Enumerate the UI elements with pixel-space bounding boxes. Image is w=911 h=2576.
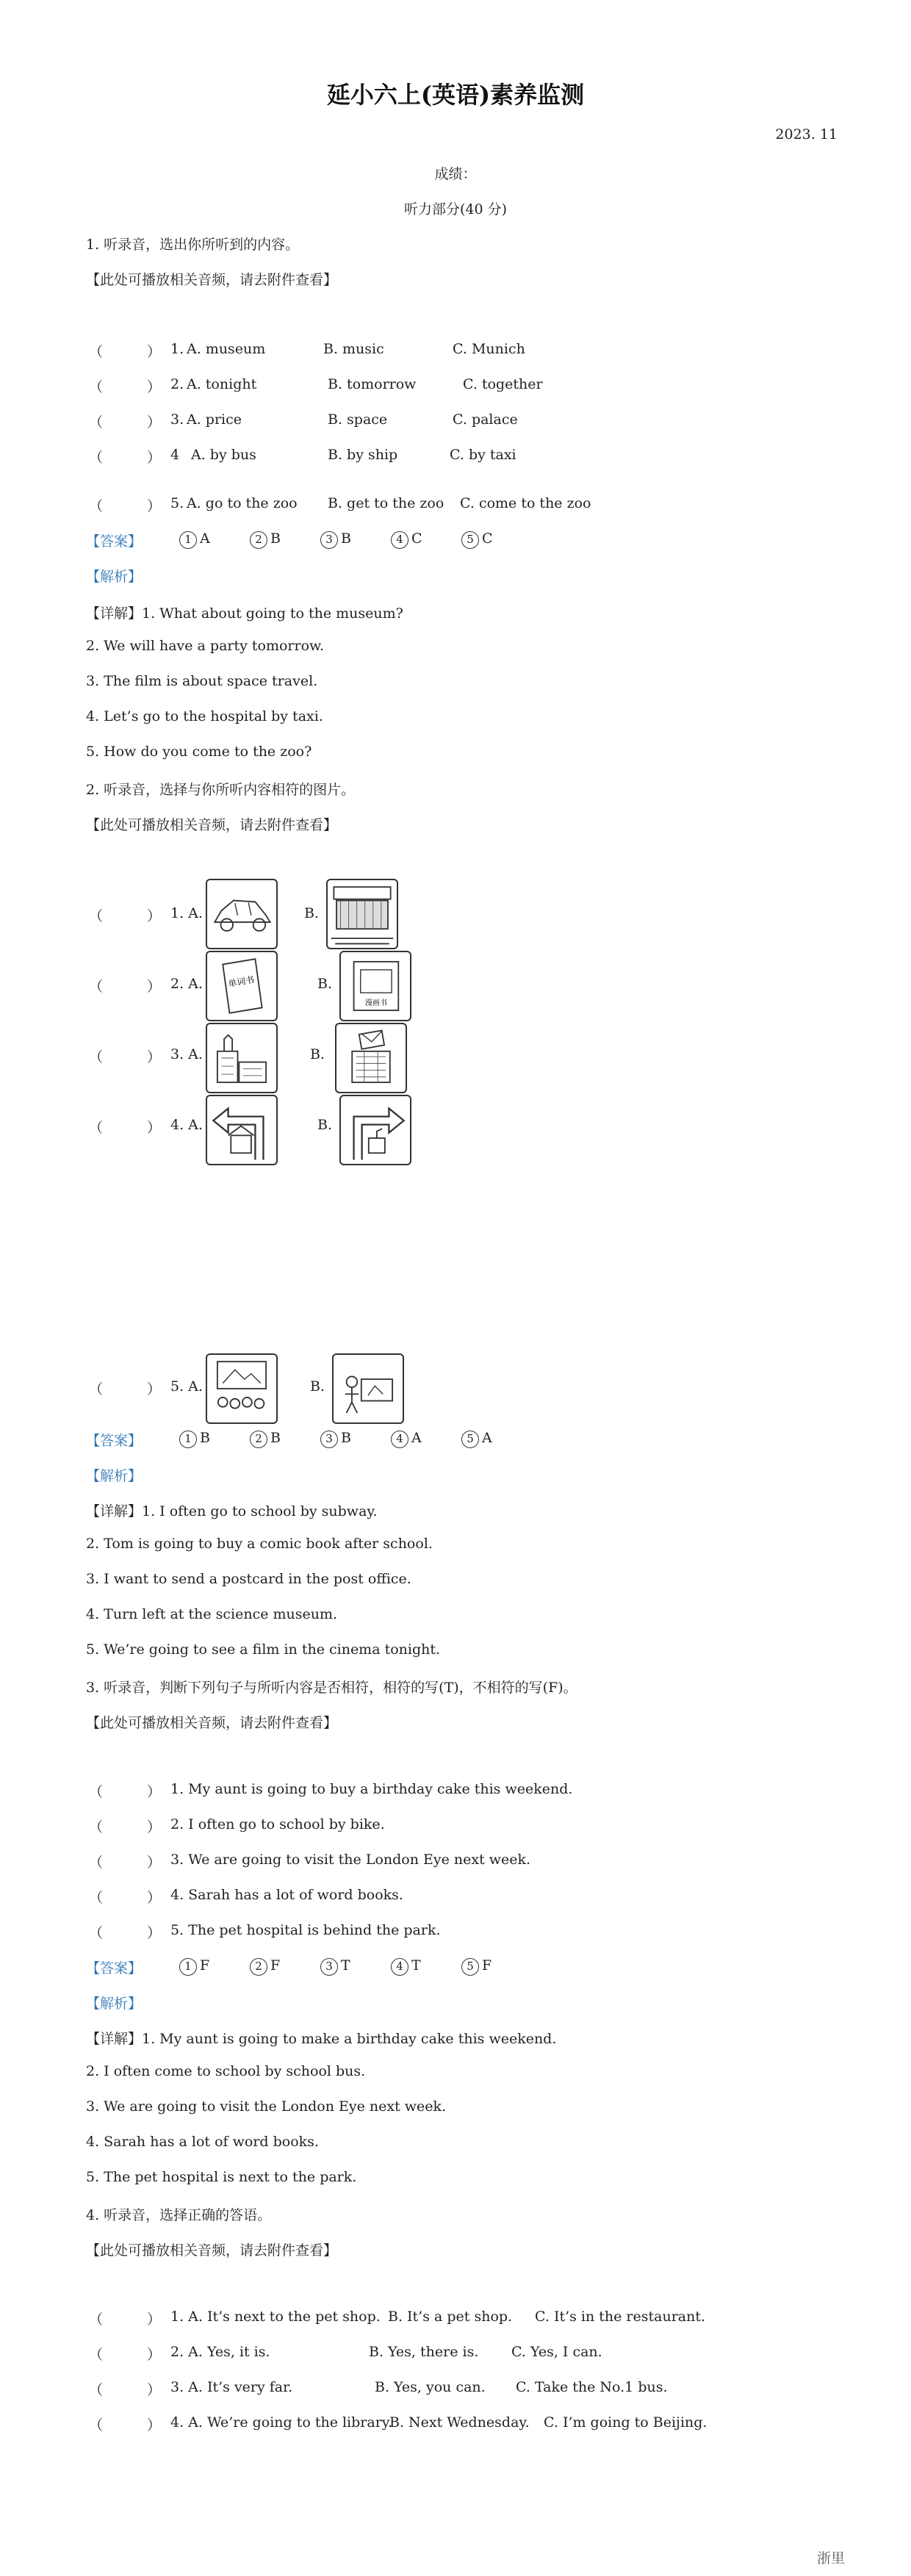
picture-option-b-label: B.: [317, 1117, 333, 1133]
answer-2: 2 B: [250, 1430, 281, 1448]
answer-3: 3 B: [320, 530, 351, 549]
answer-paren-open: （: [89, 2347, 104, 2363]
book-icon: [207, 952, 276, 1020]
option-a: A. tonight: [187, 376, 257, 392]
answer-paren-open: （: [89, 379, 104, 395]
option-a: A. museum: [187, 341, 266, 357]
option-b: B. by ship: [328, 447, 398, 463]
answer-paren-open: （: [89, 979, 104, 995]
option-c: C. Yes, I can.: [511, 2344, 602, 2360]
post-office-icon: [336, 1024, 406, 1092]
option-b: B. space: [328, 411, 388, 428]
picture-option-b-label: B.: [304, 905, 320, 921]
option-b: B. It’s a pet shop.: [388, 2309, 513, 2325]
page-title: 延小六上(英语)素养监测: [326, 81, 585, 109]
option-b: B. Yes, you can.: [375, 2379, 486, 2395]
answer-paren-close: ）: [147, 908, 162, 924]
answer-label-1: 【答案】: [86, 533, 143, 550]
answer-label-3: 【答案】: [86, 1960, 143, 1976]
detail-line: 5. We’re going to see a film in the cinema tonight.: [86, 1641, 441, 1658]
answer-paren-open: （: [89, 450, 104, 466]
answer-circle-2: 2: [250, 1958, 267, 1976]
detail-line: 2. I often come to school by school bus.: [86, 2063, 366, 2079]
answer-4: 4 A: [391, 1430, 422, 1448]
option-c: C. It’s in the restaurant.: [535, 2309, 706, 2325]
option-c: C. Take the No.1 bus.: [516, 2379, 668, 2395]
answer-1: 1 F: [179, 1957, 209, 1976]
analysis-label-3: 【解析】: [86, 1996, 143, 2012]
answer-paren-close: ）: [147, 1049, 162, 1065]
answer-paren-close: ）: [147, 450, 162, 466]
question-number: 1.: [170, 341, 184, 357]
statement: 2. I often go to school by bike.: [170, 1816, 385, 1832]
option-a: 4. A. We’re going to the library.: [170, 2414, 393, 2431]
part-label: 听力部分(40 分): [403, 201, 508, 217]
audio-note-3[interactable]: 【此处可播放相关音频，请去附件查看】: [86, 1715, 338, 1731]
answer-circle-5: 5: [461, 1431, 479, 1448]
answer-3: 3 B: [320, 1430, 351, 1448]
answer-3: 3 T: [320, 1957, 350, 1976]
answer-paren-open: （: [89, 1854, 104, 1871]
detail-line: 4. Sarah has a lot of word books.: [86, 2134, 319, 2150]
turn-right-arrow-icon: [341, 1096, 410, 1164]
answer-paren-close: ）: [147, 1925, 162, 1941]
detail-line: 5. The pet hospital is next to the park.: [86, 2169, 357, 2185]
answer-paren-close: ）: [147, 1120, 162, 1136]
answer-circle-1: 1: [179, 531, 197, 549]
question-number: 3.: [170, 411, 184, 428]
exam-date: 2023. 11: [775, 126, 838, 143]
answer-paren-open: （: [89, 498, 104, 514]
audio-note-2[interactable]: 【此处可播放相关音频，请去附件查看】: [86, 817, 338, 833]
footer-text: 浙里: [816, 2550, 845, 2566]
option-c: C. I’m going to Beijing.: [544, 2414, 707, 2431]
answer-paren-close: ）: [147, 1784, 162, 1800]
question-number: 4: [170, 447, 180, 463]
option-a: 1. A. It’s next to the pet shop.: [170, 2309, 381, 2325]
answer-paren-open: （: [89, 1890, 104, 1906]
picture-option-a-label: 3. A.: [170, 1046, 203, 1062]
detail-line: 3. The film is about space travel.: [86, 673, 318, 689]
cinema-icon: [207, 1355, 276, 1422]
detail-line: 5. How do you come to the zoo?: [86, 744, 312, 760]
comic-book-icon: [341, 952, 410, 1020]
option-c: C. Munich: [453, 341, 525, 357]
answer-circle-3: 3: [320, 1958, 338, 1976]
turn-right-picture: [339, 1095, 411, 1165]
option-b: B. get to the zoo: [328, 495, 444, 511]
statement: 5. The pet hospital is behind the park.: [170, 1922, 441, 1938]
answer-1: 1 A: [179, 530, 210, 549]
answer-circle-2: 2: [250, 1431, 267, 1448]
answer-paren-open: （: [89, 344, 104, 360]
answer-paren-open: （: [89, 908, 104, 924]
answer-paren-close: ）: [147, 344, 162, 360]
option-b: B. Yes, there is.: [369, 2344, 479, 2360]
subway-picture: [326, 879, 398, 949]
statement: 3. We are going to visit the London Eye next week.: [170, 1852, 531, 1868]
answer-paren-close: ）: [147, 1381, 162, 1397]
answer-paren-close: ）: [147, 2382, 162, 2398]
answer-4: 4 C: [391, 530, 422, 549]
detail-line: 【详解】1. I often go to school by subway.: [86, 1503, 378, 1519]
building-picture: [206, 1023, 278, 1093]
section-1-heading: 1. 听录音，选出你所听到的内容。: [86, 237, 300, 253]
answer-paren-close: ）: [147, 1819, 162, 1835]
audio-note-1[interactable]: 【此处可播放相关音频，请去附件查看】: [86, 272, 338, 288]
section-3-heading: 3. 听录音，判断下列句子与所听内容是否相符，相符的写(T)，不相符的写(F)。: [86, 1680, 577, 1696]
answer-paren-close: ）: [147, 2311, 162, 2328]
picture-option-b-label: B.: [310, 1378, 325, 1395]
answer-paren-close: ）: [147, 379, 162, 395]
option-a: 3. A. It’s very far.: [170, 2379, 293, 2395]
building-icon: [207, 1024, 276, 1092]
answer-paren-close: ）: [147, 2417, 162, 2433]
option-a: 2. A. Yes, it is.: [170, 2344, 270, 2360]
answer-paren-close: ）: [147, 2347, 162, 2363]
detail-line: 4. Turn left at the science museum.: [86, 1606, 338, 1622]
svg-text:单词书: 单词书: [227, 974, 256, 990]
picture-option-a-label: 2. A.: [170, 976, 203, 992]
option-b: B. music: [323, 341, 384, 357]
answer-paren-open: （: [89, 1925, 104, 1941]
answer-paren-open: （: [89, 1381, 104, 1397]
option-c: C. come to the zoo: [460, 495, 591, 511]
statement: 4. Sarah has a lot of word books.: [170, 1887, 403, 1903]
answer-2: 2 B: [250, 530, 281, 549]
section-2-heading: 2. 听录音，选择与你所听内容相符的图片。: [86, 782, 356, 798]
answer-circle-5: 5: [461, 531, 479, 549]
answer-paren-close: ）: [147, 414, 162, 431]
picture-option-a-label: 4. A.: [170, 1117, 203, 1133]
post-office-picture: [335, 1023, 407, 1093]
option-a: A. price: [187, 411, 242, 428]
analysis-label-1: 【解析】: [86, 569, 143, 585]
option-c: C. by taxi: [450, 447, 516, 463]
dictionary-picture: [206, 951, 278, 1021]
answer-circle-3: 3: [320, 1431, 338, 1448]
answer-paren-close: ）: [147, 498, 162, 514]
answer-circle-2: 2: [250, 531, 267, 549]
answer-5: 5 C: [461, 530, 493, 549]
answer-paren-open: （: [89, 1819, 104, 1835]
answer-circle-4: 4: [391, 1431, 408, 1448]
svg-text:漫画书: 漫画书: [364, 999, 388, 1007]
answer-1: 1 B: [179, 1430, 210, 1448]
answer-circle-1: 1: [179, 1958, 197, 1976]
answer-circle-4: 4: [391, 1958, 408, 1976]
section-4-heading: 4. 听录音，选择正确的答语。: [86, 2207, 272, 2223]
subway-icon: [328, 880, 397, 948]
option-c: C. palace: [453, 411, 518, 428]
answer-2: 2 F: [250, 1957, 280, 1976]
cinema-picture: [206, 1353, 278, 1424]
car-picture: [206, 879, 278, 949]
answer-paren-open: （: [89, 414, 104, 431]
answer-4: 4 T: [391, 1957, 421, 1976]
answer-circle-5: 5: [461, 1958, 479, 1976]
answer-5: 5 A: [461, 1430, 492, 1448]
answer-paren-close: ）: [147, 1890, 162, 1906]
answer-paren-close: ）: [147, 979, 162, 995]
score-label: 成绩：: [434, 166, 477, 182]
tv-icon: [334, 1355, 403, 1422]
answer-circle-1: 1: [179, 1431, 197, 1448]
audio-note-4[interactable]: 【此处可播放相关音频，请去附件查看】: [86, 2242, 338, 2259]
answer-circle-3: 3: [320, 531, 338, 549]
detail-line: 3. I want to send a postcard in the post office.: [86, 1571, 411, 1587]
detail-line: 2. Tom is going to buy a comic book after school.: [86, 1536, 433, 1552]
detail-line: 2. We will have a party tomorrow.: [86, 638, 325, 654]
comic-book-picture: [339, 951, 411, 1021]
picture-option-a-label: 5. A.: [170, 1378, 203, 1395]
statement: 1. My aunt is going to buy a birthday cake this weekend.: [170, 1781, 573, 1797]
tv-picture: [332, 1353, 404, 1424]
answer-paren-open: （: [89, 1120, 104, 1136]
detail-line: 【详解】1. What about going to the museum?: [86, 605, 403, 622]
picture-option-b-label: B.: [317, 976, 333, 992]
answer-label-2: 【答案】: [86, 1433, 143, 1449]
detail-line: 3. We are going to visit the London Eye next week.: [86, 2098, 447, 2115]
question-number: 2.: [170, 376, 184, 392]
turn-left-picture: [206, 1095, 278, 1165]
option-a: A. go to the zoo: [187, 495, 298, 511]
analysis-label-2: 【解析】: [86, 1468, 143, 1484]
option-c: C. together: [463, 376, 543, 392]
answer-paren-open: （: [89, 2311, 104, 2328]
car-icon: [207, 880, 276, 948]
picture-option-a-label: 1. A.: [170, 905, 203, 921]
answer-paren-open: （: [89, 2417, 104, 2433]
turn-left-arrow-icon: [207, 1096, 276, 1164]
detail-line: 【详解】1. My aunt is going to make a birthday cake this weekend.: [86, 2031, 557, 2047]
picture-option-b-label: B.: [310, 1046, 325, 1062]
answer-paren-open: （: [89, 1049, 104, 1065]
detail-line: 4. Let’s go to the hospital by taxi.: [86, 708, 323, 724]
answer-5: 5 F: [461, 1957, 491, 1976]
option-b: B. Next Wednesday.: [389, 2414, 530, 2431]
answer-paren-close: ）: [147, 1854, 162, 1871]
answer-paren-open: （: [89, 1784, 104, 1800]
option-b: B. tomorrow: [328, 376, 417, 392]
answer-paren-open: （: [89, 2382, 104, 2398]
answer-circle-4: 4: [391, 531, 408, 549]
option-a: A. by bus: [191, 447, 256, 463]
question-number: 5.: [170, 495, 184, 511]
